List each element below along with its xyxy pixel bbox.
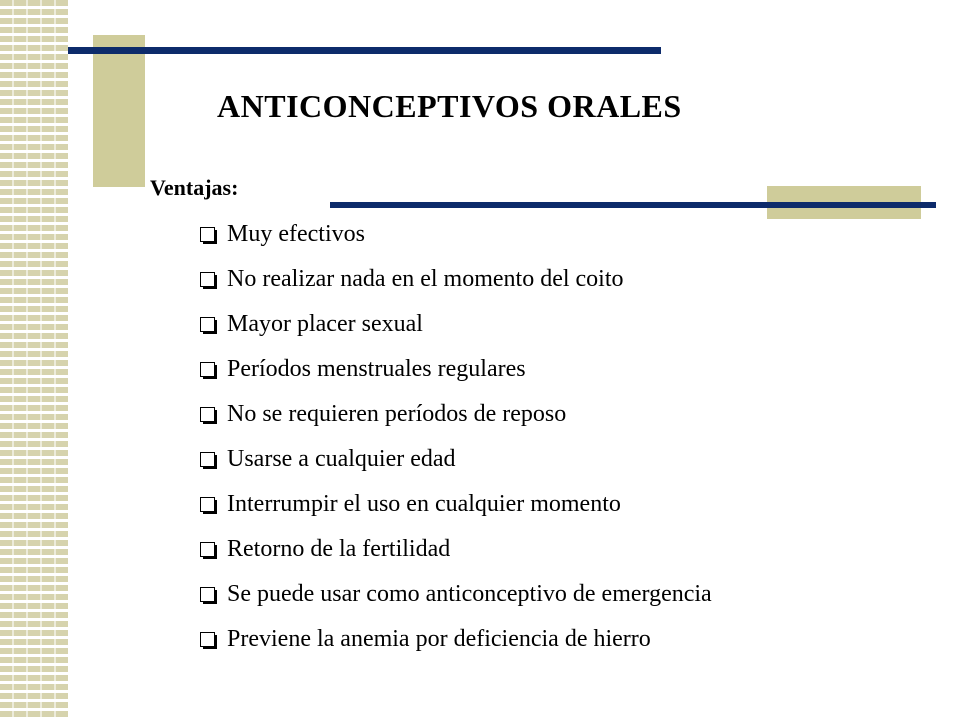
slide-title: ANTICONCEPTIVOS ORALES bbox=[217, 88, 682, 124]
square-bullet-icon bbox=[200, 587, 215, 602]
list-item bbox=[200, 492, 770, 517]
section-heading: Ventajas: bbox=[150, 175, 239, 200]
square-bullet-icon bbox=[200, 632, 215, 647]
square-bullet-icon bbox=[200, 362, 215, 377]
list-item bbox=[200, 537, 770, 562]
list-item bbox=[200, 627, 770, 652]
list-item-text: Períodos menstruales regulares bbox=[227, 356, 526, 382]
list-item-text: No se requieren períodos de reposo bbox=[227, 401, 567, 427]
list-item-text: No realizar nada en el momento del coito bbox=[227, 266, 624, 292]
decorative-stripes bbox=[0, 0, 68, 720]
advantages-list bbox=[200, 222, 770, 672]
list-item-text: Interrumpir el uso en cualquier momento bbox=[227, 491, 621, 517]
list-item-text: Mayor placer sexual bbox=[227, 311, 423, 337]
square-bullet-icon bbox=[200, 272, 215, 287]
decorative-navy-line-middle bbox=[330, 202, 936, 208]
square-bullet-icon bbox=[200, 317, 215, 332]
decorative-tan-block-left bbox=[93, 35, 145, 187]
list-item-text: Previene la anemia por deficiencia de hierro bbox=[227, 626, 651, 652]
square-bullet-icon bbox=[200, 452, 215, 467]
decorative-navy-line-top bbox=[68, 47, 661, 54]
list-item bbox=[200, 357, 770, 382]
square-bullet-icon bbox=[200, 227, 215, 242]
list-item-text: Se puede usar como anticonceptivo de emergencia bbox=[227, 581, 712, 607]
list-item bbox=[200, 312, 770, 337]
square-bullet-icon bbox=[200, 497, 215, 512]
square-bullet-icon bbox=[200, 542, 215, 557]
square-bullet-icon bbox=[200, 407, 215, 422]
list-item bbox=[200, 402, 770, 427]
list-item bbox=[200, 222, 770, 247]
list-item-text: Retorno de la fertilidad bbox=[227, 536, 451, 562]
list-item bbox=[200, 267, 770, 292]
list-item-text: Usarse a cualquier edad bbox=[227, 446, 456, 472]
list-item bbox=[200, 447, 770, 472]
list-item-text: Muy efectivos bbox=[227, 221, 365, 247]
list-item bbox=[200, 582, 770, 607]
